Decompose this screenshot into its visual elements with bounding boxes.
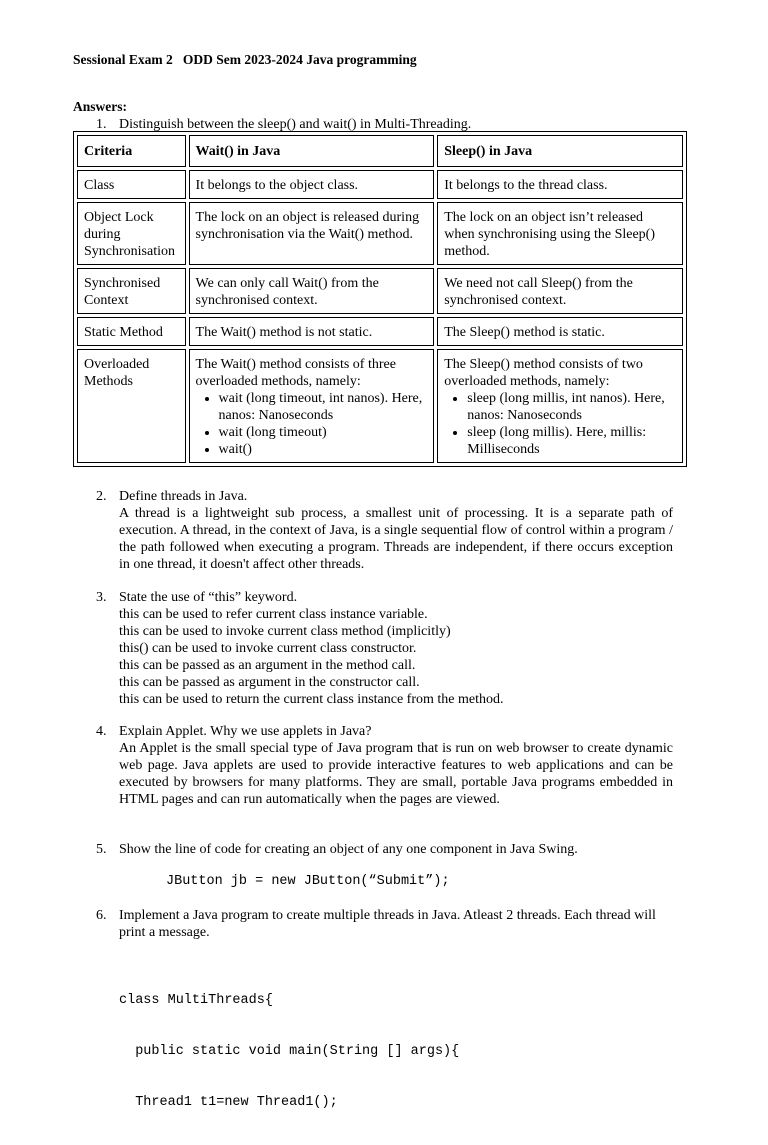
answers-label: Answers: bbox=[73, 99, 127, 114]
question-number: 3. bbox=[96, 590, 107, 605]
code-block bbox=[119, 958, 459, 1145]
code-line: Thread1 t1=new Thread1(); bbox=[119, 1095, 338, 1110]
question-text: Explain Applet. Why we use applets in Java? bbox=[119, 724, 372, 739]
answer-text: An Applet is the small special type of Java program that is run on web browser to create dynamic web page. Java applets are used to provide interactive features to web applications and can be executed by browsers for many platforms. They are small, portable Java programs embedded in HTML pages and can run automatically when the pages are viewed. bbox=[119, 741, 673, 807]
list-item: • sleep (long millis, int nanos). Here, nanos: Nanoseconds bbox=[467, 390, 676, 424]
question-text: Implement a Java program to create multiple threads in Java. Atleast 2 threads. Each thread will print a message. bbox=[119, 908, 656, 940]
question-body bbox=[119, 841, 673, 858]
list-item: • sleep (long millis). Here, millis: Milliseconds bbox=[467, 424, 676, 458]
table-cell: The Wait() method is not static. bbox=[189, 317, 435, 346]
cell-intro: The Sleep() method consists of two overloaded methods, namely: bbox=[444, 357, 643, 389]
table-cell: The lock on an object is released during synchronisation via the Wait() method. bbox=[189, 202, 435, 265]
question-number: 5. bbox=[96, 842, 107, 857]
table-cell bbox=[437, 349, 683, 463]
table-cell: Synchronised Context bbox=[77, 268, 186, 314]
question-text: State the use of “this” keyword. bbox=[119, 590, 298, 605]
table-row bbox=[77, 349, 683, 463]
overload-list bbox=[444, 390, 676, 458]
answer-line: this can be used to return the current class instance from the method. bbox=[119, 692, 504, 707]
table-cell: Object Lock during Synchronisation bbox=[77, 202, 186, 265]
answer-line: this can be passed as an argument in the method call. bbox=[119, 658, 416, 673]
table-header-cell: Sleep() in Java bbox=[437, 135, 683, 167]
question-body bbox=[119, 589, 673, 708]
question-text: Show the line of code for creating an object of any one component in Java Swing. bbox=[119, 842, 578, 857]
table-cell: Overloaded Methods bbox=[77, 349, 186, 463]
table-row bbox=[77, 268, 683, 314]
table-row bbox=[77, 170, 683, 199]
table-header-cell: Wait() in Java bbox=[189, 135, 435, 167]
answer-text: A thread is a lightweight sub process, a smallest unit of processing. It is a separate path of execution. A thread, in the context of Java, is a single sequential flow of control within a program / the path followed when executing a program. Threads are independent, if there occurs exception in one thread, it doesn't affect other threads. bbox=[119, 506, 673, 572]
table-cell: It belongs to the thread class. bbox=[437, 170, 683, 199]
table-cell: The lock on an object isn’t released when synchronising using the Sleep() method. bbox=[437, 202, 683, 265]
list-item: • wait() bbox=[219, 441, 428, 458]
answer-line: this() can be used to invoke current class constructor. bbox=[119, 641, 417, 656]
overload-list bbox=[196, 390, 428, 458]
table-cell: The Sleep() method is static. bbox=[437, 317, 683, 346]
table-cell bbox=[189, 349, 435, 463]
answer-line: this can be used to refer current class instance variable. bbox=[119, 607, 428, 622]
code-line: public static void main(String [] args){ bbox=[119, 1044, 460, 1059]
question-number: 1. bbox=[96, 117, 107, 132]
table-cell: Class bbox=[77, 170, 186, 199]
question-body bbox=[119, 907, 673, 941]
question-text: Distinguish between the sleep() and wait() in Multi-Threading. bbox=[119, 117, 472, 132]
list-item: • wait (long timeout, int nanos). Here, nanos: Nanoseconds bbox=[219, 390, 428, 424]
question-body bbox=[119, 723, 673, 808]
answer-line: this can be used to invoke current class method (implicitly) bbox=[119, 624, 451, 639]
question-number: 4. bbox=[96, 724, 107, 739]
list-item: • wait (long timeout) bbox=[219, 424, 428, 441]
table-header-row bbox=[77, 135, 683, 167]
table-cell: We need not call Sleep() from the synchronised context. bbox=[437, 268, 683, 314]
table-row bbox=[77, 202, 683, 265]
comparison-table bbox=[73, 131, 687, 467]
table-cell: It belongs to the object class. bbox=[189, 170, 435, 199]
code-snippet: JButton jb = new JButton(“Submit”); bbox=[166, 874, 450, 889]
question-body bbox=[119, 488, 673, 573]
question-number: 2. bbox=[96, 489, 107, 504]
table-row bbox=[77, 317, 683, 346]
answer-line: this can be passed as argument in the constructor call. bbox=[119, 675, 420, 690]
cell-intro: The Wait() method consists of three overloaded methods, namely: bbox=[195, 357, 396, 389]
table-cell: Static Method bbox=[77, 317, 186, 346]
table-cell: We can only call Wait() from the synchronised context. bbox=[189, 268, 435, 314]
question-text: Define threads in Java. bbox=[119, 489, 248, 504]
table-header-cell: Criteria bbox=[77, 135, 186, 167]
question-number: 6. bbox=[96, 908, 107, 923]
exam-title: Sessional Exam 2 ODD Sem 2023-2024 Java programming bbox=[73, 52, 417, 67]
code-line: class MultiThreads{ bbox=[119, 993, 273, 1008]
